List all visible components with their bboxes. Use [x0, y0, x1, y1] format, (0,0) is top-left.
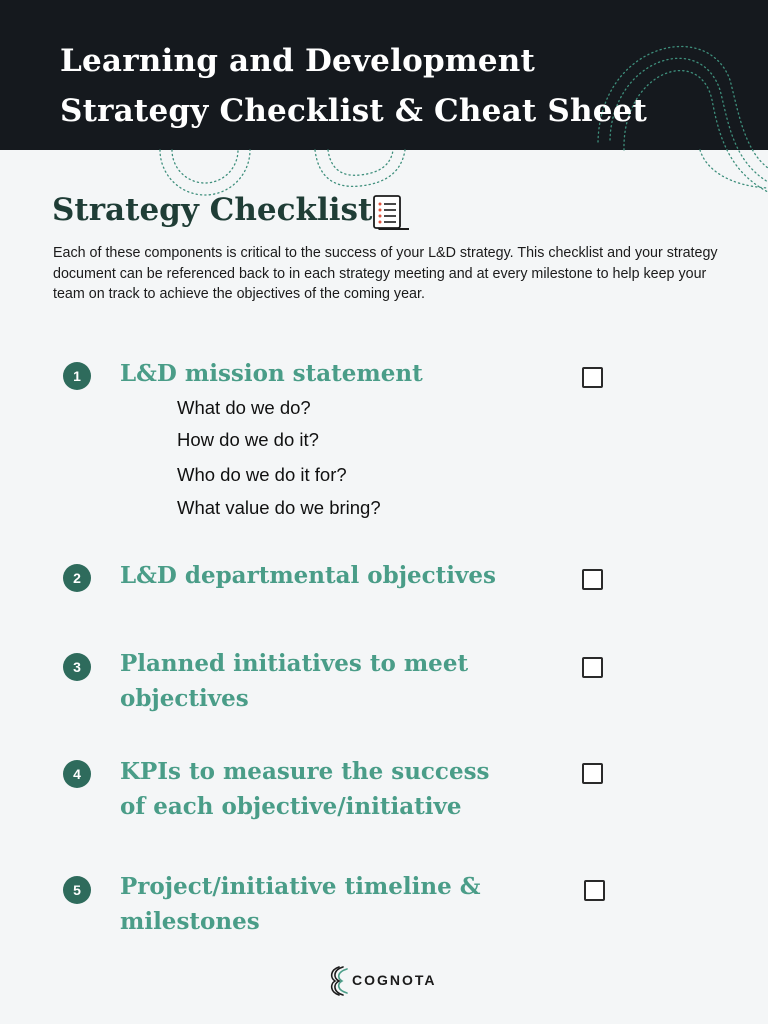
item-checkbox[interactable]	[582, 657, 603, 678]
page-title-line-1: Learning and Development	[60, 43, 536, 79]
item-title	[120, 646, 560, 716]
item-title	[120, 754, 560, 824]
item-checkbox[interactable]	[582, 763, 603, 784]
item-title: L&D departmental objectives	[120, 562, 496, 589]
item-title	[120, 869, 560, 939]
item-checkbox[interactable]	[584, 880, 605, 901]
page-title	[60, 36, 647, 136]
item-checkbox[interactable]	[582, 367, 603, 388]
item-title-line-1: Project/initiative timeline &	[120, 873, 481, 900]
page-title-line-2: Strategy Checklist & Cheat Sheet	[60, 93, 648, 129]
item-number-badge: 3	[63, 653, 91, 681]
item-number-badge: 2	[63, 564, 91, 592]
header-banner	[0, 0, 768, 150]
item-checkbox[interactable]	[582, 569, 603, 590]
item-title-line-1: Planned initiatives to meet	[120, 650, 469, 677]
item-title: L&D mission statement	[120, 360, 423, 387]
sub-item: How do we do it?	[177, 429, 319, 450]
item-number-badge: 5	[63, 876, 91, 904]
cognota-logo-text: COGNOTA	[352, 972, 437, 988]
item-title-line-2: milestones	[120, 908, 260, 935]
item-number-badge: 1	[63, 362, 91, 390]
sub-item: What do we do?	[177, 397, 311, 418]
intro-paragraph: Each of these components is critical to the success of your L&D strategy. This checklist and your strategy document can be referenced back to in each strategy meeting and at every milestone to help keep your team on track to achieve the objectives of the coming year.	[53, 245, 718, 302]
sub-item: What value do we bring?	[177, 497, 381, 518]
checklist-document-icon	[371, 194, 411, 234]
item-title-line-1: KPIs to measure the success	[120, 758, 490, 785]
item-title-line-2: of each objective/initiative	[120, 793, 462, 820]
cognota-logo-icon	[327, 964, 349, 998]
item-title-line-2: objectives	[120, 685, 249, 712]
item-number-badge: 4	[63, 760, 91, 788]
section-title: Strategy Checklist	[52, 192, 373, 228]
sub-item: Who do we do it for?	[177, 464, 347, 485]
